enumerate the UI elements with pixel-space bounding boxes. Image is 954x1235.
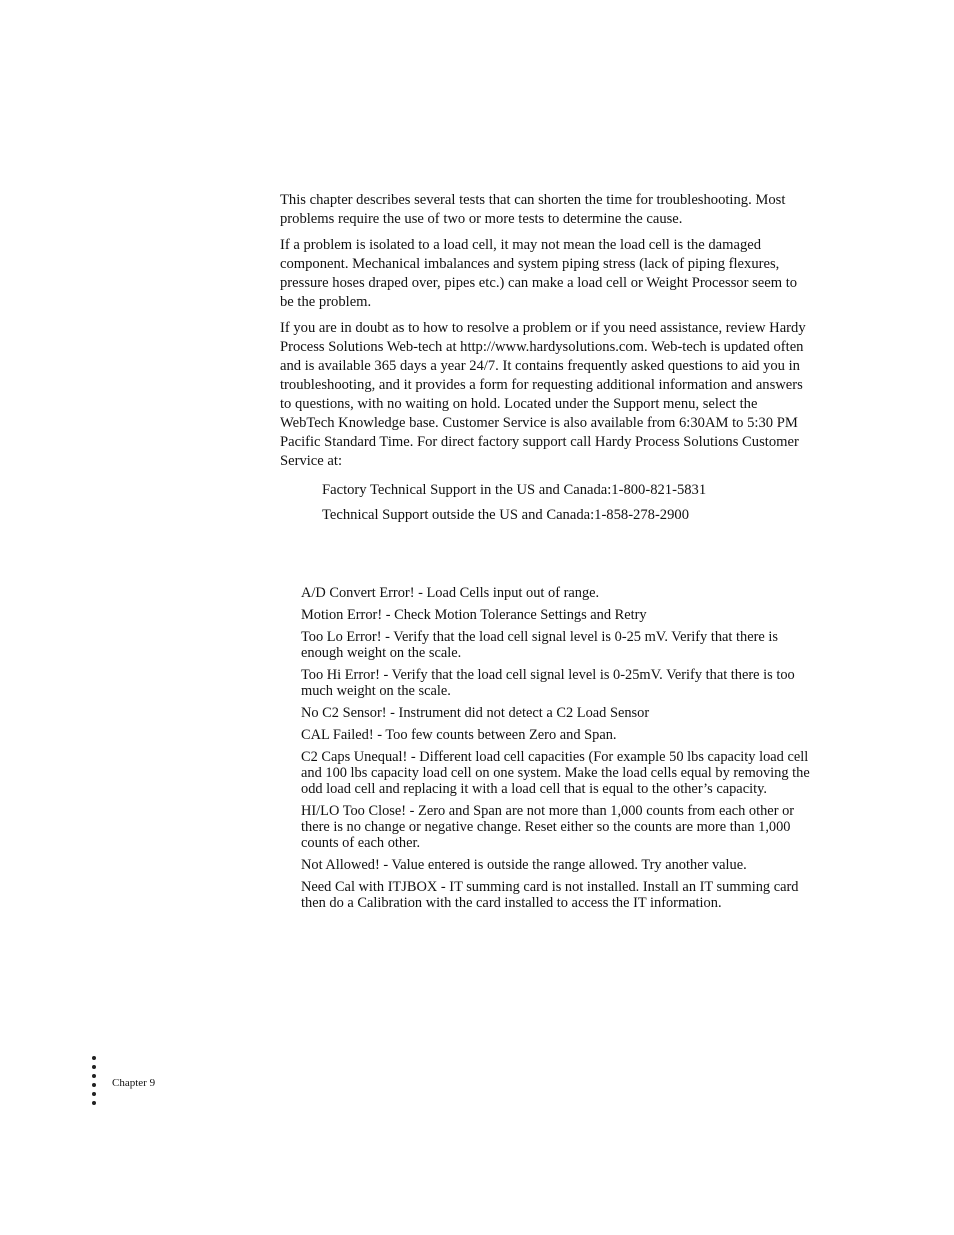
error-item: Motion Error! - Check Motion Tolerance Settings and Retry: [301, 607, 647, 623]
error-item: No C2 Sensor! - Instrument did not detect a C2 Load Sensor: [301, 705, 650, 721]
support-line-us-canada: Factory Technical Support in the US and Canada:1-800-821-5831: [322, 482, 707, 498]
footer-chapter-label: Chapter 9: [112, 1077, 156, 1089]
error-item: Need Cal with ITJBOX - IT summing card is not installed. Install an IT summing card then do a Calibration with the card installed to access the IT information.: [301, 879, 799, 911]
error-item: Too Lo Error! - Verify that the load cell signal level is 0-25 mV. Verify that there is enough weight on the scale.: [301, 629, 778, 661]
dot-marker: [92, 1083, 96, 1087]
intro-section: [280, 191, 812, 531]
dot-marker: [92, 1101, 96, 1105]
dot-marker: [92, 1065, 96, 1069]
intro-paragraph: If you are in doubt as to how to resolve a problem or if you need assistance, review Hardy Process Solutions Web-tech at http://www.hardysolutions.com. Web-tech is updated often and is available 365 days a year 24/7. It contains frequently asked questions to aid you in troubleshooting, and it provides a form for requesting additional information and answers to questions, with no waiting on hold. Located under the Support menu, select the WebTech Knowledge base. Customer Service is also available from 6:30AM to 5:30 PM Pacific Standard Time. For direct factory support call Hardy Process Solutions Customer Service at:: [280, 320, 806, 469]
dot-marker: [92, 1074, 96, 1078]
intro-paragraph: If a problem is isolated to a load cell, it may not mean the load cell is the damaged component. Mechanical imbalances and system piping stress (lack of piping flexures, pressure hoses draped over, pipes etc.) can make a load cell or Weight Processor seem to be the problem.: [280, 237, 798, 310]
dot-marker: [92, 1056, 96, 1060]
error-message-list: [301, 585, 813, 917]
dot-marker: [92, 1092, 96, 1096]
footer-dot-rule: [92, 1056, 98, 1110]
error-item: Not Allowed! - Value entered is outside the range allowed. Try another value.: [301, 857, 747, 873]
error-item: Too Hi Error! - Verify that the load cell signal level is 0-25mV. Verify that there is too much weight on the scale.: [301, 667, 795, 699]
support-line-international: Technical Support outside the US and Canada:1-858-278-2900: [322, 507, 689, 523]
support-contacts: [322, 481, 812, 525]
intro-paragraph: This chapter describes several tests that can shorten the time for troubleshooting. Most problems require the use of two or more tests to determine the cause.: [280, 192, 786, 227]
error-item: HI/LO Too Close! - Zero and Span are not more than 1,000 counts from each other or there is no change or negative change. Reset either so the counts are more than 1,000 counts of each other.: [301, 803, 795, 851]
error-item: CAL Failed! - Too few counts between Zero and Span.: [301, 727, 617, 743]
error-item: C2 Caps Unequal! - Different load cell capacities (For example 50 lbs capacity load cell and 100 lbs capacity load cell on one system. Make the load cells equal by removing the odd load cell and replacing it with a load cell that is equal to the other’s capacity.: [301, 749, 810, 797]
error-item: A/D Convert Error! - Load Cells input out of range.: [301, 585, 600, 601]
